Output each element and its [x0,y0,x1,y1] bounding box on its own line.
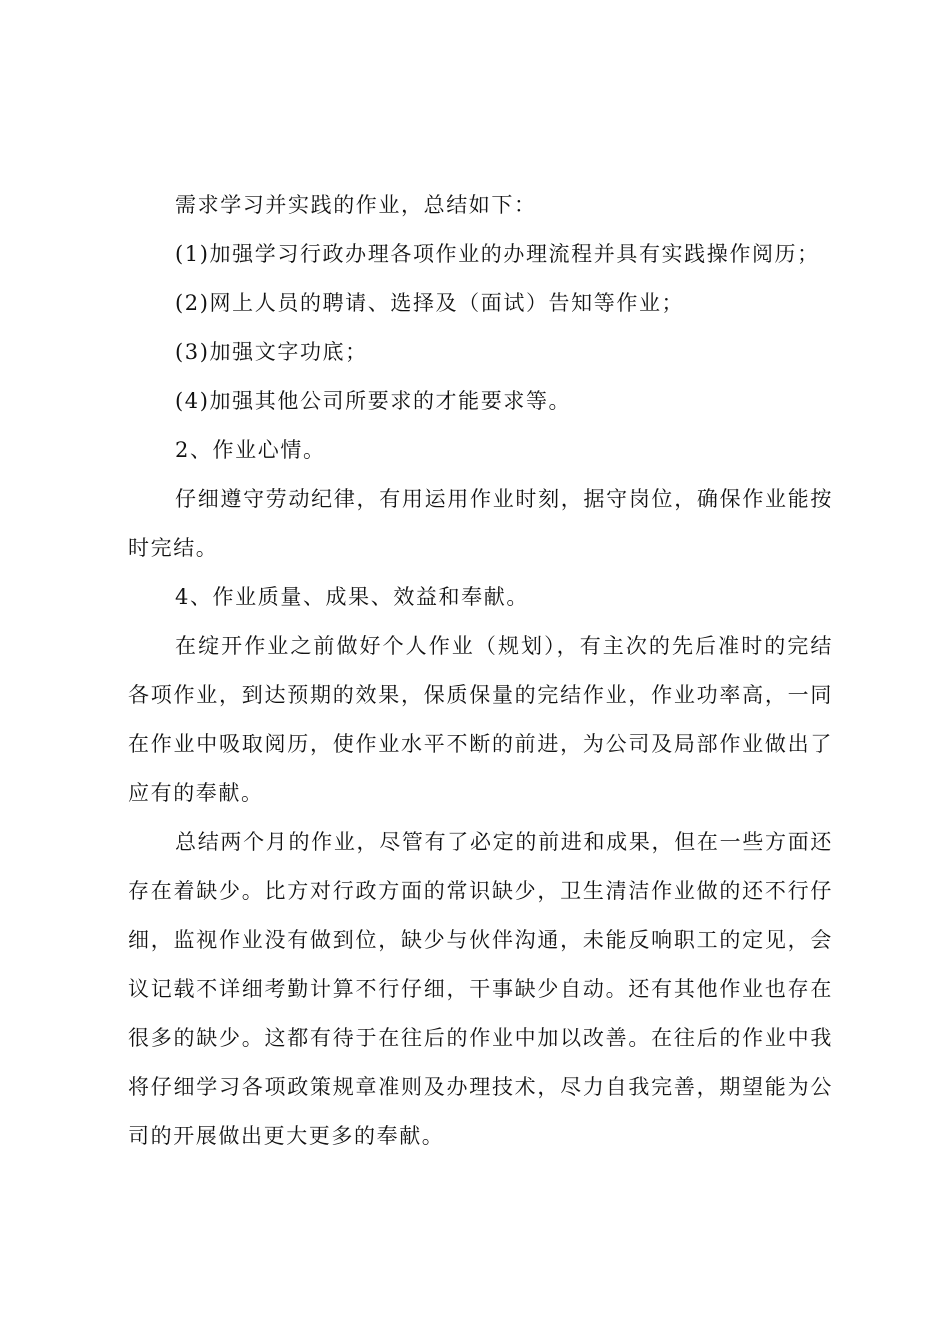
list-item-1: (1)加强学习行政办理各项作业的办理流程并具有实践操作阅历； [175,242,820,266]
paragraph-work-attitude: 仔细遵守劳动纪律，有用运用作业时刻，据守岗位，确保作业能按时完结。 [128,487,833,560]
paragraph-work-quality: 在绽开作业之前做好个人作业（规划），有主次的先后准时的完结各项作业，到达预期的效果，保质保量的完结作业，作业功率高，一同在作业中吸取阅历，使作业水平不断的前进，为公司及局部作业做出了应有的奉献。 [128,634,833,805]
paragraph-intro: 需求学习并实践的作业，总结如下： [175,193,537,217]
list-item-3: (3)加强文字功底； [175,340,368,364]
list-item-2: (2)网上人员的聘请、选择及（面试）告知等作业； [175,291,685,315]
list-item-4: (4)加强其他公司所要求的才能要求等。 [175,389,572,413]
document-body [128,181,833,1161]
section-heading-2: 2、作业心情。 [175,438,326,462]
section-heading-4: 4、作业质量、成果、效益和奉献。 [175,585,529,609]
paragraph-summary: 总结两个月的作业，尽管有了必定的前进和成果，但在一些方面还存在着缺少。比方对行政方面的常识缺少，卫生清洁作业做的还不行仔细，监视作业没有做到位，缺少与伙伴沟通，未能反响职工的定见，会议记载不详细考勤计算不行仔细，干事缺少自动。还有其他作业也存在很多的缺少。这都有待于在往后的作业中加以改善。在往后的作业中我将仔细学习各项政策规章准则及办理技术，尽力自我完善，期望能为公司的开展做出更大更多的奉献。 [128,830,833,1148]
